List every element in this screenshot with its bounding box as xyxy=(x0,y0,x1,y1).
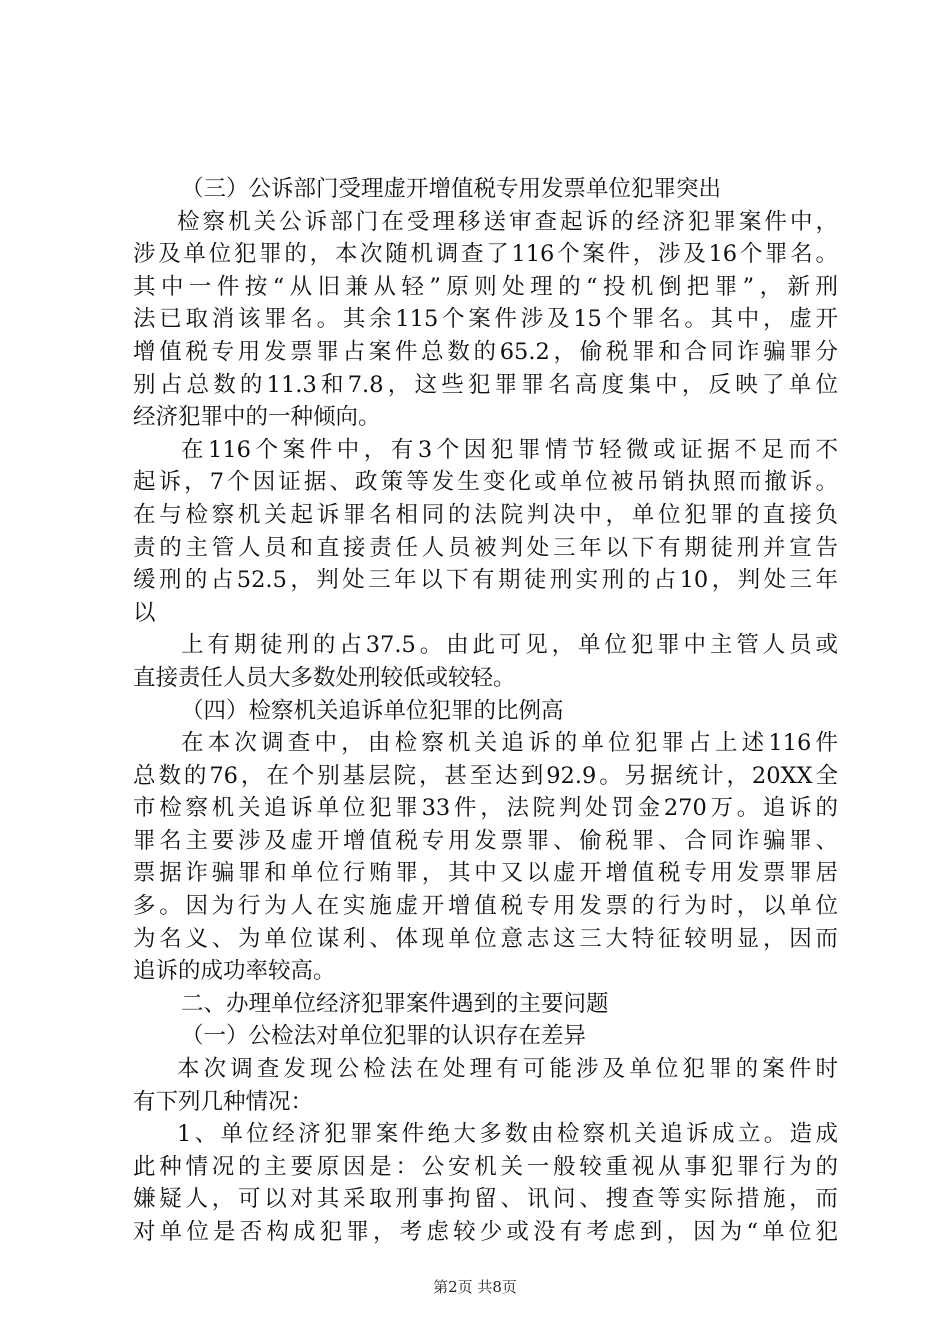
text-line: 在116个案件中，有3个因犯罪情节轻微或证据不足而不 xyxy=(181,436,838,463)
text-line: 有下列几种情况： xyxy=(133,1088,314,1115)
text-line: 以 xyxy=(133,599,156,626)
text-line: 1、单位经济犯罪案件绝大多数由检察机关追诉成立。造成 xyxy=(177,1121,838,1148)
text-line: 追诉的成功率较高。 xyxy=(133,958,336,985)
text-line: 责的主管人员和直接责任人员被判处三年以下有期徒刑并宣告 xyxy=(133,534,838,561)
text-line: （三）公诉部门受理虚开增值税专用发票单位犯罪突出 xyxy=(181,176,722,202)
text-line: 起诉，7个因证据、政策等发生变化或单位被吊销执照而撤诉。 xyxy=(133,469,838,496)
text-line: 其中一件按“从旧兼从轻”原则处理的“投机倒把罪”，新刑 xyxy=(133,273,838,300)
page-number-label: 第2页 共8页 xyxy=(433,1278,517,1296)
text-line: 直接责任人员大多数处刑较低或较轻。 xyxy=(133,664,516,691)
text-line: （四）检察机关追诉单位犯罪的比例高 xyxy=(181,697,564,724)
document-body xyxy=(133,173,838,1249)
text-line: 经济犯罪中的一种倾向。 xyxy=(133,404,381,431)
text-line: 在本次调查中，由检察机关追诉的单位犯罪占上述116件 xyxy=(181,730,838,757)
text-line: 市检察机关追诉单位犯罪33件，法院判处罚金270万。追诉的 xyxy=(133,795,838,822)
text-line: 在与检察机关起诉罪名相同的法院判决中，单位犯罪的直接负 xyxy=(133,501,838,528)
text-line: 为名义、为单位谋利、体现单位意志这三大特征较明显，因而 xyxy=(133,925,838,952)
text-line: 对单位是否构成犯罪，考虑较少或没有考虑到，因为“单位犯 xyxy=(133,1219,838,1245)
page-footer xyxy=(0,1276,950,1297)
text-line: 本次调查发现公检法在处理有可能涉及单位犯罪的案件时 xyxy=(177,1056,838,1083)
text-line: 票据诈骗罪和单位行贿罪，其中又以虚开增值税专用发票罪居 xyxy=(133,860,838,887)
text-line: （一）公检法对单位犯罪的认识存在差异 xyxy=(181,1023,587,1050)
text-line: 多。因为行为人在实施虚开增值税专用发票的行为时，以单位 xyxy=(133,893,838,920)
text-line: 涉及单位犯罪的，本次随机调查了116个案件，涉及16个罪名。 xyxy=(133,241,838,268)
text-line: 增值税专用发票罪占案件总数的65.2，偷税罪和合同诈骗罪分 xyxy=(133,338,838,365)
text-line: 缓刑的占52.5，判处三年以下有期徒刑实刑的占10，判处三年 xyxy=(133,567,838,594)
text-line: 罪名主要涉及虚开增值税专用发票罪、偷税罪、合同诈骗罪、 xyxy=(133,827,838,854)
text-line: 二、办理单位经济犯罪案件遇到的主要问题 xyxy=(181,990,609,1017)
text-line: 检察机关公诉部门在受理移送审查起诉的经济犯罪案件中， xyxy=(177,208,838,235)
text-line: 别占总数的11.3和7.8，这些犯罪罪名高度集中，反映了单位 xyxy=(133,371,838,398)
text-line: 此种情况的主要原因是：公安机关一般较重视从事犯罪行为的 xyxy=(133,1153,838,1180)
text-line: 法已取消该罪名。其余115个案件涉及15个罪名。其中，虚开 xyxy=(133,306,838,333)
text-line: 总数的76，在个别基层院，甚至达到92.9。另据统计，20XX全 xyxy=(133,762,838,789)
text-line: 嫌疑人，可以对其采取刑事拘留、讯问、搜查等实际措施，而 xyxy=(133,1186,838,1213)
text-line: 上有期徒刑的占37.5。由此可见，单位犯罪中主管人员或 xyxy=(181,632,838,659)
